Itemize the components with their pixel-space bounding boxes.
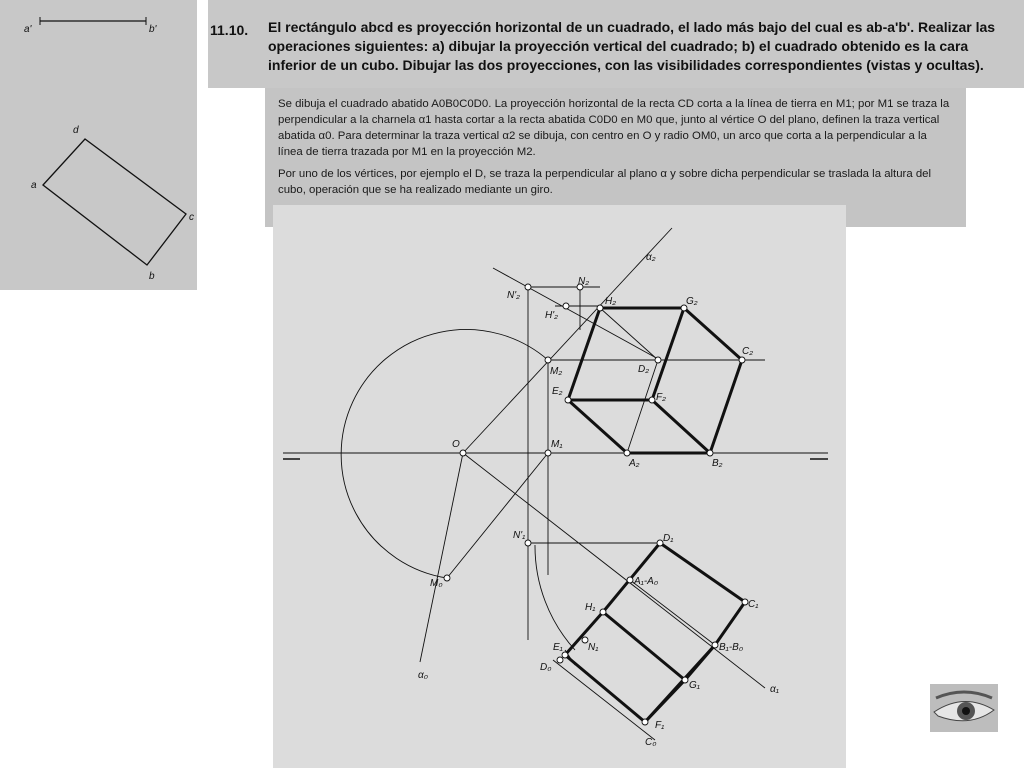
explanation-paragraph-1: Se dibuja el cuadrado abatido A0B0C0D0. La proyección horizontal de la recta CD corta a la línea de tierra en M1; por M1 se traza la perpendicular a la charnela α1 hasta cortar a la recta abatida C0D0 en M0 que, junto al vértice O del plano, definen la traza vertical abatida α0. Para determinar la traza vertical α2 se dibuja, con centro en O y radio OM0, un arco que corta a la perpendicular a la línea de tierra trazada por M1 en la proyección M2. bbox=[278, 98, 950, 158]
label-F1: F₁ bbox=[655, 720, 665, 731]
label-b: b bbox=[149, 271, 155, 282]
label-H1: H₁ bbox=[585, 602, 596, 613]
label-c: c bbox=[189, 212, 194, 223]
label-C0: C₀ bbox=[645, 737, 657, 748]
label-N1-prime: N'₁ bbox=[513, 530, 526, 541]
label-B2: B₂ bbox=[712, 458, 723, 469]
problem-number: 11.10. bbox=[210, 22, 249, 38]
label-M1: M₁ bbox=[551, 439, 563, 450]
label-alpha1: α₁ bbox=[770, 684, 779, 695]
label-a-prime: a' bbox=[24, 24, 32, 35]
problem-statement: El rectángulo abcd es proyección horizontal de un cuadrado, el lado más bajo del cual es ab-a'b'. Realizar las operaciones siguientes: a) dibujar la proyección vertical del cuadrado; b) el cuadrado obtenido es la cara inferior de un cubo. Dibujar las dos proyecciones, con las visibilidades correspondientes (vistas y ocultas). bbox=[268, 19, 996, 73]
trace-alpha2 bbox=[463, 228, 672, 453]
label-b-prime: b' bbox=[149, 24, 157, 35]
label-A2: A₂ bbox=[629, 458, 640, 469]
label-C2: C₂ bbox=[742, 346, 754, 357]
label-G2: G₂ bbox=[686, 296, 698, 307]
label-F2: F₂ bbox=[656, 392, 666, 403]
label-d: d bbox=[73, 125, 79, 136]
label-alpha2: α₂ bbox=[646, 252, 656, 263]
label-O: O bbox=[452, 439, 460, 450]
label-A1-A0: A₁-A₀ bbox=[634, 576, 659, 587]
label-N2-prime: N'₂ bbox=[507, 290, 520, 301]
label-G1: G₁ bbox=[689, 680, 700, 691]
label-D0: D₀ bbox=[540, 662, 552, 673]
label-M2: M₂ bbox=[550, 366, 563, 377]
label-B1-B0: B₁-B₀ bbox=[719, 642, 744, 653]
label-D2: D₂ bbox=[638, 364, 650, 375]
label-E2: E₂ bbox=[552, 386, 563, 397]
label-C1: C₁ bbox=[748, 599, 759, 610]
label-H2-prime: H'₂ bbox=[545, 310, 558, 321]
label-N2: N₂ bbox=[578, 276, 590, 287]
trace-alpha0 bbox=[420, 453, 463, 662]
label-M0: M₀ bbox=[430, 578, 443, 589]
label-a: a bbox=[31, 180, 37, 191]
label-alpha0: α₀ bbox=[418, 670, 428, 681]
label-E1: E₁ bbox=[553, 642, 563, 653]
eye-thumbnail bbox=[930, 684, 998, 732]
label-D1: D₁ bbox=[663, 533, 674, 544]
eye-icon bbox=[930, 684, 998, 732]
explanation-paragraph-2: Por uno de los vértices, por ejemplo el D, se traza la perpendicular al plano α y sobre dicha perpendicular se traslada la altura del cubo, operación que se ha realizado mediante un giro. bbox=[278, 168, 932, 196]
label-N1: N₁ bbox=[588, 642, 599, 653]
label-H2: H₂ bbox=[605, 296, 617, 307]
